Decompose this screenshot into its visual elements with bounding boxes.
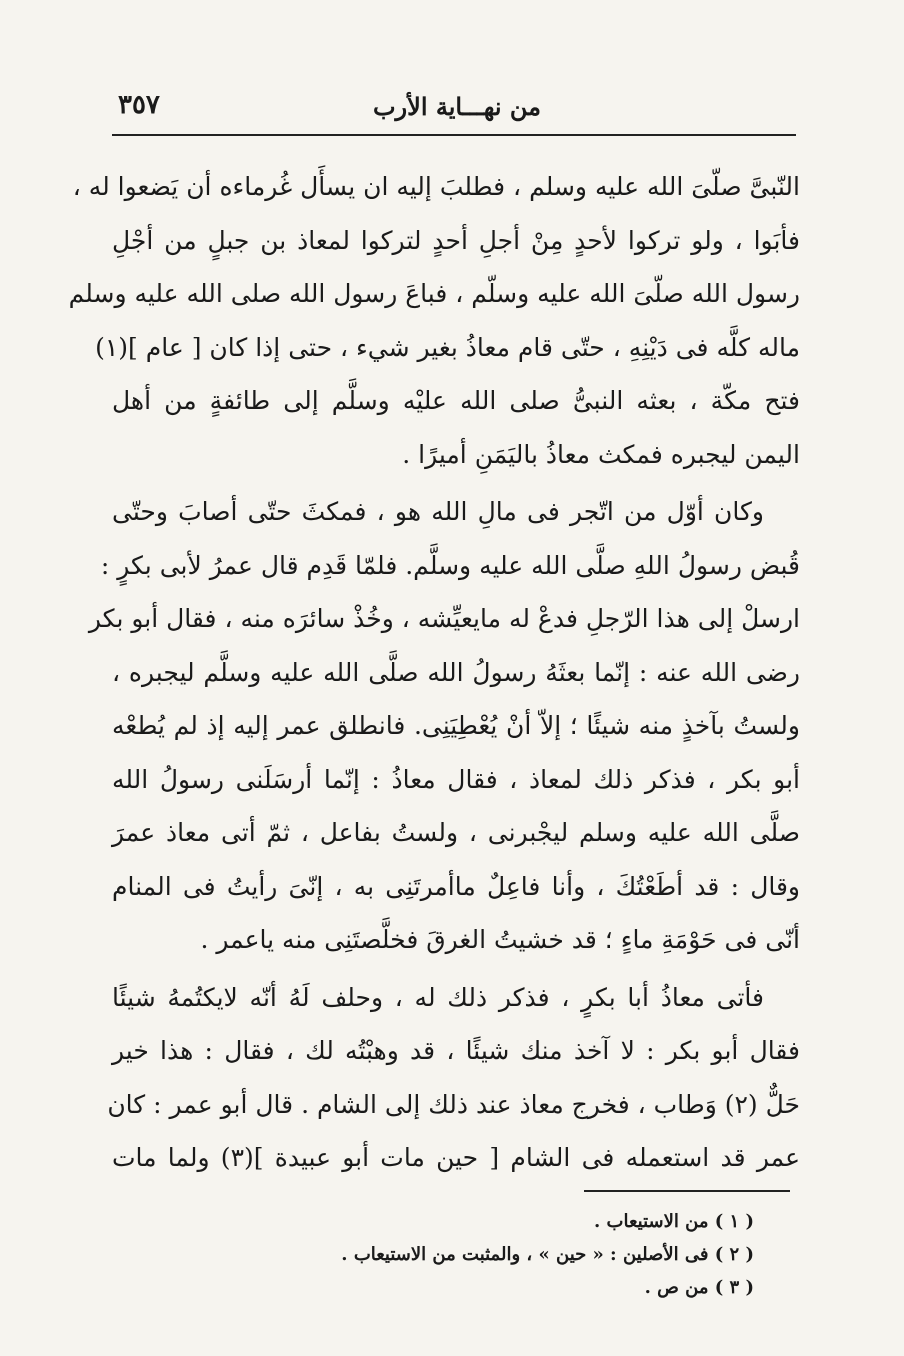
footnote-2: ( ٢ ) فى الأصلين : « حين » ، والمثبت من الاستيعاب .	[341, 1244, 754, 1265]
text-line: ارسلْ إلى هذا الرّجلِ فدعْ له مايعيِّشه ، وخُذْ سائرَه منه ، فقال أبو بكر	[88, 604, 800, 633]
text-line: اليمن ليجبره فمكث معاذُ باليَمَنِ أميرًا .	[402, 439, 800, 469]
paragraph-1	[68, 160, 800, 481]
header-divider	[112, 134, 796, 136]
text-line: عمر قد استعمله فى الشام [ حين مات أبو عبيدة ](٣) ولما مات	[112, 1143, 800, 1172]
paragraph-3	[107, 971, 800, 1185]
text-line: حَلٌّ (٢) وَطاب ، فخرج معاذ عند ذلك إلى الشام . قال أبو عمر : كان	[107, 1089, 800, 1119]
text-line: وقال : قد أطَعْتُكَ ، وأنا فاعِلٌ ماأمرتَنِى به ، إنّىَ رأيتُ فى المنام	[112, 871, 800, 901]
text-line: فأتى معاذُ أبا بكرٍ ، فذكر ذلك له ، وحلف لَهُ أنّه لايكتُمهُ شيئًا	[112, 982, 764, 1012]
footnotes	[112, 1205, 800, 1304]
text-line: قُبض رسولُ اللهِ صلَّى الله عليه وسلَّم. فلمّا قَدِم قال عمرُ لأبى بكرٍ :	[100, 550, 800, 580]
footnote-3: ( ٣ ) من ص .	[644, 1277, 754, 1298]
text-line: فقال أبو بكر : لا آخذ منك شيئًا ، قد وهبْتُه لك ، فقال : هذا خير	[112, 1036, 800, 1065]
text-line: النّبىَّ صلّىَ الله عليه وسلم ، فطلبَ إليه ان يسأَل غُرماءه أن يَضعوا له ،	[72, 172, 800, 201]
text-line: فتح مكّة ، بعثه النبىُّ صلى الله عليْه وسلَّم إلى طائفةٍ من أهل	[112, 386, 800, 415]
text-line: وكان أوّل من اتّجر فى مالِ الله هو ، فمكثَ حتّى أصابَ وحتّى	[112, 497, 764, 526]
text-line: ماله كلَّه فى دَيْنِهِ ، حتّى قام معاذُ بغير شيء ، حتى إذا كان [ عام ](١)	[95, 332, 800, 362]
paragraph-2	[88, 485, 800, 967]
page-number: ٣٥٧	[118, 90, 160, 120]
text-line: أنّى فى حَوْمَةِ ماءٍ ؛ قد خشيتُ الغرقَ فخلَّصتَنِى منه ياعمر .	[200, 925, 800, 954]
main-text	[68, 160, 800, 1185]
page-header	[112, 92, 802, 132]
text-line: رسول الله صلّىَ الله عليه وسلّم ، فباعَ رسول الله صلى الله عليه وسلم	[68, 279, 800, 308]
text-line: رضى الله عنه : إنّما بعثَهُ رسولُ الله صلَّى الله عليه وسلَّم ليجبره ،	[112, 657, 800, 687]
running-title: من نهـــاية الأرب	[372, 92, 542, 121]
text-line: أبو بكر ، فذكر ذلك لمعاذ ، فقال معاذُ : إنّما أرسَلَنى رسولُ الله	[112, 764, 800, 794]
text-line: صلَّى الله عليه وسلم ليجْبرنى ، ولستُ بفاعل ، ثمّ أتى معاذ عمرَ	[112, 818, 800, 847]
text-line: فأبَوا ، ولو تركوا لأحدٍ مِنْ أجلِ أحدٍ لتركوا لمعاذ بن جبلٍ من أجْلِ	[112, 225, 800, 255]
footnote-divider	[584, 1190, 790, 1192]
footnote-1: ( ١ ) من الاستيعاب .	[594, 1211, 754, 1232]
text-line: ولستُ بآخذٍ منه شيئًا ؛ إلاّ أنْ يُعْطِيَنِى. فانطلق عمر إليه إذ لم يُطعْه	[112, 711, 800, 740]
